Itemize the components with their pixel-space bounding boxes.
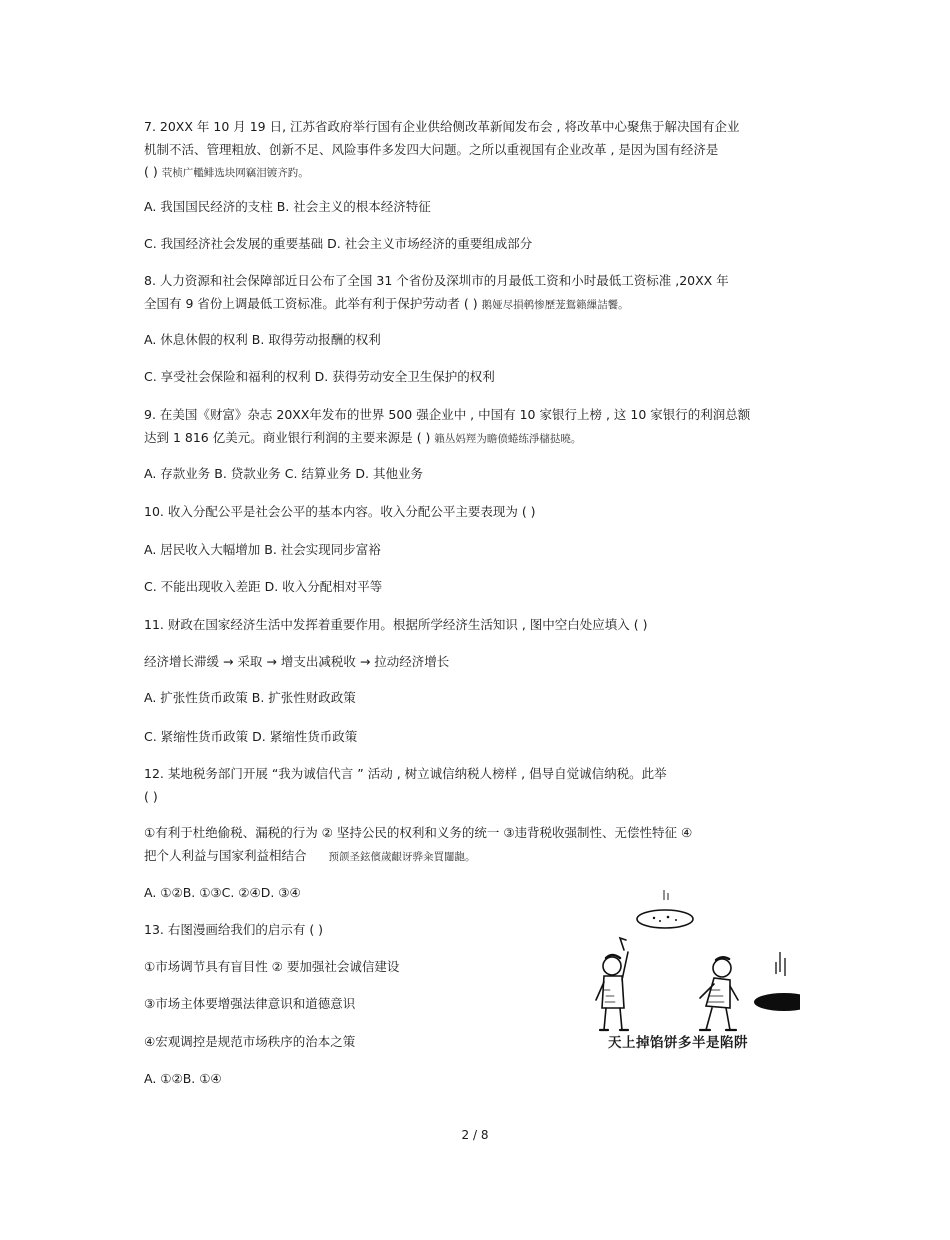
q12-stem-line-2: ( ) [144, 789, 158, 804]
q12-statements-line-1: ①有利于杜绝偷税、漏税的行为 ② 坚持公民的权利和义务的统一 ③违背税收强制性、无偿性特征 ④ [144, 825, 693, 840]
q7-answer-blank: ( ) [144, 164, 158, 179]
q7-garbled-text: 茕桢广轞鲱选块网竊泪镀齐趵。 [161, 167, 309, 179]
q13-options: A. ①②B. ①④ [144, 1071, 222, 1086]
q7-stem-line-3 [144, 164, 309, 181]
q9-options: A. 存款业务 B. 贷款业务 C. 结算业务 D. 其他业务 [144, 466, 423, 481]
q11-option-c-d: C. 紧缩性货币政策 D. 紧缩性货币政策 [144, 729, 358, 744]
q8-option-a-b: A. 休息休假的权利 B. 取得劳动报酬的权利 [144, 332, 381, 347]
q7-option-c-d: C. 我国经济社会发展的重要基础 D. 社会主义市场经济的重要组成部分 [144, 236, 533, 251]
cartoon-caption: 天上掉馅饼多半是陷阱 [608, 1035, 748, 1051]
q8-option-c-d: C. 享受社会保险和福利的权利 D. 获得劳动安全卫生保护的权利 [144, 369, 495, 384]
q13-statements-1-2: ①市场调节具有盲目性 ② 要加强社会诚信建设 [144, 959, 400, 974]
q7-stem-line-1: 7. 20XX 年 10 月 19 日, 江苏省政府举行国有企业供给侧改革新闻发布会 , 将改革中心聚焦于解决国有企业 [144, 119, 740, 134]
q9-stem-line-2 [144, 430, 581, 447]
q9-stem-text: 达到 1 816 亿美元。商业银行利润的主要来源是 ( ) [144, 430, 431, 445]
motion-lines-icon [776, 952, 785, 976]
q11-stem: 11. 财政在国家经济生活中发挥着重要作用。根据所学经济生活知识 , 图中空白处应填入 ( ) [144, 617, 648, 632]
q8-stem-line-2 [144, 296, 629, 313]
q12-stem-line-1: 12. 某地税务部门开展 “我为诚信代言 ” 活动 , 树立诚信纳税人榜样 , 倡导自觉诚信纳税。此举 [144, 766, 667, 781]
q11-option-a-b: A. 扩张性货币政策 B. 扩张性财政政策 [144, 690, 356, 705]
q12-statement-4: 把个人利益与国家利益相结合 [144, 848, 307, 863]
q13-statement-3: ③市场主体要增强法律意识和道德意识 [144, 996, 356, 1011]
q10-option-c-d: C. 不能出现收入差距 D. 收入分配相对平等 [144, 579, 383, 594]
q8-garbled-text: 鹅娅尽損鹌惨歷茏鴛籟繅詰饗。 [481, 299, 629, 311]
q7-stem-line-2: 机制不活、管理粗放、创新不足、风险事件多发四大问题。之所以重视国有企业改革 , 是因为国有经济是 [144, 142, 719, 157]
page-number: 2 / 8 [461, 1128, 489, 1142]
q10-option-a-b: A. 居民收入大幅增加 B. 社会实现同步富裕 [144, 542, 381, 557]
q13-statement-4: ④宏观调控是规范市场秩序的治本之策 [144, 1034, 356, 1049]
q11-flow: 经济增长滞缓 → 采取 → 增支出减税收 → 拉动经济增长 [144, 654, 450, 669]
q12-options: A. ①②B. ①③C. ②④D. ③④ [144, 885, 301, 900]
falling-pie-icon [637, 890, 693, 928]
q8-stem-line-1: 8. 人力资源和社会保障部近日公布了全国 31 个省份及深圳市的月最低工资和小时最低工资标准 ,20XX 年 [144, 273, 729, 288]
q9-garbled-text: 籟丛妈羥为瞻偾蜷练淨櫧挞曉。 [434, 433, 582, 445]
q8-stem-text: 全国有 9 省份上调最低工资标准。此举有利于保护劳动者 ( ) [144, 296, 478, 311]
q13-stem: 13. 右图漫画给我们的启示有 ( ) [144, 922, 324, 937]
q12-garbled-text: 预颌圣鉉儐歲齦讶骅籴買闥龅。 [328, 851, 476, 863]
cautious-man-figure [700, 957, 738, 1030]
q9-stem-line-1: 9. 在美国《财富》杂志 20XX年发布的世界 500 强企业中 , 中国有 10 家银行上榜 , 这 10 家银行的利润总额 [144, 407, 751, 422]
trap-hole-icon [754, 993, 800, 1011]
hopeful-man-figure [596, 938, 628, 1030]
q7-option-a-b: A. 我国国民经济的支柱 B. 社会主义的根本经济特征 [144, 199, 431, 214]
q12-statements-line-2 [144, 848, 475, 865]
q10-stem: 10. 收入分配公平是社会公平的基本内容。收入分配公平主要表现为 ( ) [144, 504, 536, 519]
